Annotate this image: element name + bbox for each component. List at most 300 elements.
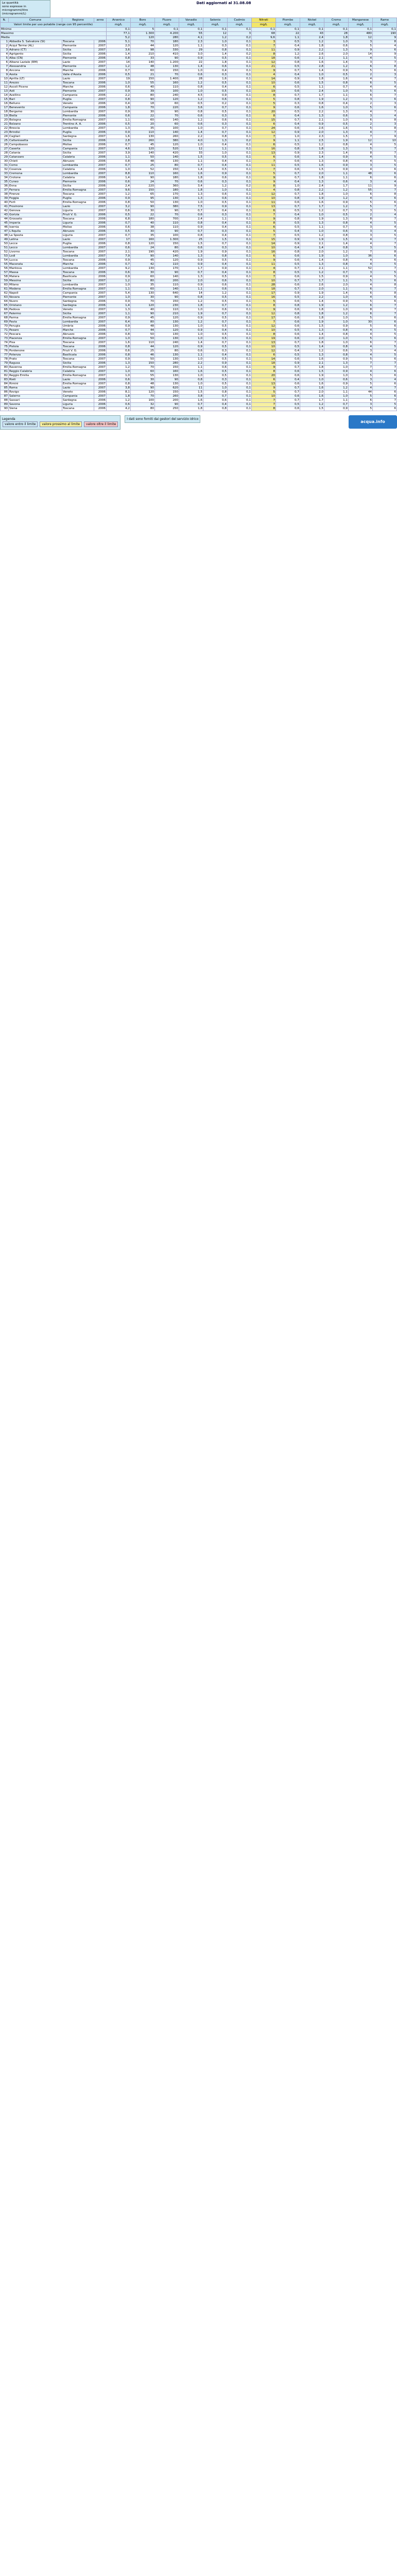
value-cell: 1,7 bbox=[300, 279, 324, 283]
value-cell: 40 bbox=[131, 221, 155, 225]
regione-cell: Calabria bbox=[62, 155, 94, 159]
value-cell: 6 bbox=[252, 143, 276, 147]
value-cell: 12 bbox=[252, 349, 276, 353]
value-cell: 2,2 bbox=[179, 134, 203, 139]
value-cell: 1,2 bbox=[324, 303, 349, 308]
value-cell: 180 bbox=[155, 176, 179, 180]
row-number: 67 bbox=[1, 312, 9, 316]
value-cell: 0,2 bbox=[228, 139, 252, 143]
row-number: 22 bbox=[1, 126, 9, 130]
table-row bbox=[1, 275, 397, 279]
value-cell: 0,1 bbox=[228, 118, 252, 122]
anno-cell: 2007 bbox=[94, 238, 107, 242]
value-cell: 2,1 bbox=[300, 242, 324, 246]
value-cell: 1,6 bbox=[179, 172, 203, 176]
value-cell: 0,8 bbox=[324, 345, 349, 349]
value-cell: 1,3 bbox=[179, 196, 203, 200]
value-cell: 130 bbox=[155, 196, 179, 200]
stats-value: 0,1 bbox=[179, 27, 203, 31]
regione-cell: Campania bbox=[62, 291, 94, 295]
anno-cell: 2006 bbox=[94, 176, 107, 180]
anno-cell: 2007 bbox=[94, 233, 107, 238]
table-row bbox=[1, 122, 397, 126]
value-cell: 0,1 bbox=[228, 336, 252, 341]
value-cell: 1,1 bbox=[324, 172, 349, 176]
row-number: 85 bbox=[1, 386, 9, 390]
value-cell: 2,0 bbox=[300, 172, 324, 176]
row-number: 52 bbox=[1, 250, 9, 254]
regione-cell: Marche bbox=[62, 69, 94, 73]
value-cell: 16 bbox=[252, 147, 276, 151]
value-cell: 1,2 bbox=[300, 402, 324, 406]
value-cell: 0,5 bbox=[203, 167, 228, 172]
value-cell: 6 bbox=[373, 200, 397, 205]
anno-cell: 2007 bbox=[94, 386, 107, 390]
value-cell: 0,1 bbox=[228, 254, 252, 258]
value-cell: 0,6 bbox=[203, 365, 228, 369]
page bbox=[0, 0, 397, 430]
comune-cell: Pescara bbox=[9, 332, 62, 336]
value-cell: 2,1 bbox=[300, 56, 324, 60]
value-cell: 6 bbox=[373, 324, 397, 328]
value-cell: 0,4 bbox=[276, 180, 300, 184]
value-cell: 0,8 bbox=[179, 85, 203, 89]
comune-cell: Cagliari bbox=[9, 134, 62, 139]
value-cell: 1,1 bbox=[179, 353, 203, 357]
regione-cell: Piemonte bbox=[62, 64, 94, 69]
value-cell: 90 bbox=[131, 312, 155, 316]
value-cell: 5 bbox=[349, 324, 373, 328]
value-cell: 0,4 bbox=[203, 270, 228, 275]
anno-cell: 2007 bbox=[94, 308, 107, 312]
value-cell: 1,6 bbox=[300, 382, 324, 386]
row-number: 7 bbox=[1, 64, 9, 69]
value-cell: 110 bbox=[155, 262, 179, 266]
value-cell: 2,0 bbox=[179, 279, 203, 283]
value-cell: 1,5 bbox=[300, 324, 324, 328]
value-cell: 5 bbox=[252, 101, 276, 106]
row-number: 88 bbox=[1, 398, 9, 402]
stats-value: 5 bbox=[131, 27, 155, 31]
value-cell: 3 bbox=[349, 40, 373, 44]
value-cell: 0,5 bbox=[203, 200, 228, 205]
row-number: 80 bbox=[1, 365, 9, 369]
value-cell: 1,2 bbox=[324, 386, 349, 390]
value-cell: 9 bbox=[373, 134, 397, 139]
value-cell: 1,0 bbox=[203, 188, 228, 192]
value-cell: 2 bbox=[349, 73, 373, 77]
value-cell: 2,0 bbox=[300, 250, 324, 254]
value-cell: 1,3 bbox=[300, 159, 324, 163]
value-cell: 12 bbox=[252, 192, 276, 196]
value-cell: 0,5 bbox=[203, 369, 228, 374]
anno-cell: 2007 bbox=[94, 320, 107, 324]
value-cell: 140 bbox=[155, 287, 179, 291]
value-cell: 0,9 bbox=[107, 324, 131, 328]
value-cell: 0,5 bbox=[324, 73, 349, 77]
value-cell: 1,0 bbox=[107, 283, 131, 287]
value-cell: 1,6 bbox=[107, 134, 131, 139]
value-cell: 0,1 bbox=[228, 250, 252, 254]
value-cell: 1,7 bbox=[324, 184, 349, 188]
regione-cell: Marche bbox=[62, 85, 94, 89]
regione-cell: Emilia Romagna bbox=[62, 382, 94, 386]
row-number: 10 bbox=[1, 77, 9, 81]
value-cell: 1,0 bbox=[300, 73, 324, 77]
value-cell: 0,9 bbox=[179, 225, 203, 229]
row-number: 59 bbox=[1, 279, 9, 283]
comune-cell: Bari bbox=[9, 97, 62, 101]
value-cell: 1,6 bbox=[300, 386, 324, 390]
comune-cell: Como bbox=[9, 163, 62, 167]
value-cell: 0,4 bbox=[276, 122, 300, 126]
unit-cell: mg/L bbox=[349, 23, 373, 27]
value-cell: 0,9 bbox=[179, 283, 203, 287]
table-row bbox=[1, 374, 397, 378]
value-cell: 9,2 bbox=[107, 266, 131, 270]
anno-cell: 2006 bbox=[94, 196, 107, 200]
value-cell: 1,0 bbox=[179, 382, 203, 386]
value-cell: 0,3 bbox=[203, 213, 228, 217]
value-cell: 0,1 bbox=[228, 283, 252, 287]
value-cell: 1,3 bbox=[324, 217, 349, 221]
value-cell: 6 bbox=[252, 254, 276, 258]
value-cell: 0,8 bbox=[107, 97, 131, 101]
row-number: 31 bbox=[1, 163, 9, 167]
regione-cell: Campania bbox=[62, 394, 94, 398]
value-cell: 0,8 bbox=[107, 332, 131, 336]
regione-cell: Calabria bbox=[62, 369, 94, 374]
unit-cell: mg/L bbox=[276, 23, 300, 27]
regione-cell: Toscana bbox=[62, 345, 94, 349]
value-cell: 1,1 bbox=[107, 118, 131, 122]
value-cell: 5 bbox=[373, 332, 397, 336]
value-cell: 0,6 bbox=[276, 126, 300, 130]
comune-cell: Caserta bbox=[9, 147, 62, 151]
row-number: 48 bbox=[1, 233, 9, 238]
value-cell: 7,5 bbox=[179, 205, 203, 209]
value-cell: 0,7 bbox=[276, 172, 300, 176]
value-cell: 5 bbox=[349, 394, 373, 398]
value-cell: 24 bbox=[252, 126, 276, 130]
value-cell: 17 bbox=[107, 238, 131, 242]
value-cell: 0,6 bbox=[107, 209, 131, 213]
value-cell: 36 bbox=[349, 254, 373, 258]
anno-cell: 2006 bbox=[94, 332, 107, 336]
comune-cell: Crotone bbox=[9, 176, 62, 180]
value-cell: 0,6 bbox=[179, 349, 203, 353]
value-cell: 5 bbox=[349, 316, 373, 320]
value-cell: 70 bbox=[131, 299, 155, 303]
row-number: 21 bbox=[1, 122, 9, 126]
value-cell: 0,1 bbox=[228, 205, 252, 209]
value-cell: 1,0 bbox=[324, 316, 349, 320]
value-cell: 2,1 bbox=[300, 361, 324, 365]
value-cell: 6 bbox=[252, 225, 276, 229]
unit-cell: mg/L bbox=[228, 23, 252, 27]
value-cell: 0,6 bbox=[276, 406, 300, 411]
row-number: 2 bbox=[1, 44, 9, 48]
table-row bbox=[1, 270, 397, 275]
value-cell: 8 bbox=[252, 52, 276, 56]
value-cell: 40 bbox=[131, 85, 155, 89]
value-cell: 1,2 bbox=[179, 299, 203, 303]
anno-cell: 2006 bbox=[94, 93, 107, 97]
value-cell: 1,4 bbox=[107, 52, 131, 56]
value-cell: 120 bbox=[131, 147, 155, 151]
value-cell: 0,7 bbox=[276, 365, 300, 369]
anno-cell: 2006 bbox=[94, 398, 107, 402]
row-number: 79 bbox=[1, 361, 9, 365]
value-cell: 0,8 bbox=[107, 56, 131, 60]
value-cell: 7 bbox=[252, 233, 276, 238]
value-cell: 60 bbox=[131, 275, 155, 279]
stats-value: 55 bbox=[179, 31, 203, 36]
value-cell: 0,6 bbox=[179, 213, 203, 217]
value-cell: 0,8 bbox=[276, 97, 300, 101]
value-cell: 100 bbox=[155, 126, 179, 130]
comune-cell: Caltanissetta bbox=[9, 139, 62, 143]
regione-cell: Molise bbox=[62, 225, 94, 229]
anno-cell: 2007 bbox=[94, 126, 107, 130]
anno-cell: 2006 bbox=[94, 299, 107, 303]
value-cell: 17 bbox=[252, 291, 276, 295]
value-cell: 1,0 bbox=[324, 295, 349, 299]
row-number: 8 bbox=[1, 69, 9, 73]
value-cell: 7 bbox=[373, 205, 397, 209]
value-cell: 130 bbox=[155, 200, 179, 205]
value-cell: 1,0 bbox=[300, 229, 324, 233]
value-cell: 5 bbox=[349, 382, 373, 386]
value-cell: 0,1 bbox=[228, 89, 252, 93]
row-number: 84 bbox=[1, 382, 9, 386]
value-cell: 7 bbox=[373, 217, 397, 221]
value-cell: 0,9 bbox=[107, 299, 131, 303]
value-cell: 6 bbox=[373, 176, 397, 180]
value-cell: 80 bbox=[131, 320, 155, 324]
anno-cell: 2006 bbox=[94, 225, 107, 229]
value-cell: 45 bbox=[131, 143, 155, 147]
site-logo[interactable]: acqua.info bbox=[349, 415, 397, 429]
value-cell: 0,4 bbox=[203, 159, 228, 163]
value-cell: 0,3 bbox=[276, 101, 300, 106]
table-row bbox=[1, 299, 397, 303]
value-cell: 90 bbox=[131, 97, 155, 101]
table-row bbox=[1, 151, 397, 155]
value-cell: 0,5 bbox=[276, 270, 300, 275]
value-cell: 4,6 bbox=[107, 147, 131, 151]
regione-cell: Liguria bbox=[62, 402, 94, 406]
value-cell: 1,6 bbox=[300, 200, 324, 205]
col-header-n: N. bbox=[1, 18, 9, 23]
value-cell: 0,1 bbox=[228, 60, 252, 64]
value-cell: 0,4 bbox=[276, 213, 300, 217]
value-cell: 2,4 bbox=[300, 89, 324, 93]
value-cell: 1,3 bbox=[300, 262, 324, 266]
value-cell: 1,9 bbox=[300, 374, 324, 378]
value-cell: 70 bbox=[131, 40, 155, 44]
anno-cell: 2007 bbox=[94, 64, 107, 69]
anno-cell: 2006 bbox=[94, 40, 107, 44]
regione-cell: Toscana bbox=[62, 357, 94, 361]
value-cell: 5 bbox=[349, 89, 373, 93]
stats-value: 5,2 bbox=[107, 36, 131, 40]
value-cell: 4 bbox=[349, 258, 373, 262]
value-cell: 4,5 bbox=[179, 93, 203, 97]
comune-cell: Alessandria bbox=[9, 64, 62, 69]
comune-cell: Savona bbox=[9, 402, 62, 406]
value-cell: 7 bbox=[349, 250, 373, 254]
value-cell: 1,0 bbox=[324, 118, 349, 122]
table-row bbox=[1, 217, 397, 221]
value-cell: 4 bbox=[349, 242, 373, 246]
regione-cell: Valle d'Aosta bbox=[62, 73, 94, 77]
value-cell: 6 bbox=[349, 81, 373, 85]
value-cell: 1,8 bbox=[300, 147, 324, 151]
value-cell: 6 bbox=[349, 341, 373, 345]
value-cell: 1,4 bbox=[300, 69, 324, 73]
value-cell: 3,8 bbox=[179, 394, 203, 398]
value-cell: 0,9 bbox=[107, 89, 131, 93]
value-cell: 3 bbox=[252, 40, 276, 44]
value-cell: 0,5 bbox=[107, 213, 131, 217]
value-cell: 3 bbox=[349, 402, 373, 406]
value-cell: 1,1 bbox=[179, 365, 203, 369]
table-row bbox=[1, 266, 397, 270]
value-cell: 0,1 bbox=[228, 122, 252, 126]
value-cell: 0,9 bbox=[276, 151, 300, 155]
value-cell: 4 bbox=[349, 221, 373, 225]
value-cell: 4 bbox=[349, 332, 373, 336]
value-cell: 0,9 bbox=[179, 258, 203, 262]
regione-cell: Campania bbox=[62, 106, 94, 110]
value-cell: 2,2 bbox=[300, 188, 324, 192]
value-cell: 1,9 bbox=[300, 97, 324, 101]
value-cell: 0,8 bbox=[300, 101, 324, 106]
value-cell: 0,6 bbox=[276, 320, 300, 324]
value-cell: 4 bbox=[349, 369, 373, 374]
value-cell: 30 bbox=[131, 110, 155, 114]
comune-cell: Mantova bbox=[9, 266, 62, 270]
value-cell: 2,6 bbox=[300, 52, 324, 56]
value-cell: 21 bbox=[252, 64, 276, 69]
value-cell: 6 bbox=[373, 357, 397, 361]
table-row bbox=[1, 93, 397, 97]
value-cell: 150 bbox=[155, 167, 179, 172]
value-cell: 0,5 bbox=[324, 213, 349, 217]
row-number: 5 bbox=[1, 56, 9, 60]
value-cell: 0,1 bbox=[228, 196, 252, 200]
value-cell: 6 bbox=[373, 374, 397, 378]
row-number: 30 bbox=[1, 159, 9, 163]
comune-cell: Avellino bbox=[9, 93, 62, 97]
anno-cell: 2006 bbox=[94, 221, 107, 225]
value-cell: 5 bbox=[349, 44, 373, 48]
value-cell: 25 bbox=[131, 349, 155, 353]
table-row bbox=[1, 402, 397, 406]
col-header-anno: anno bbox=[94, 18, 107, 23]
row-number: 49 bbox=[1, 238, 9, 242]
value-cell: 10 bbox=[252, 279, 276, 283]
value-cell: 18 bbox=[131, 101, 155, 106]
anno-cell: 2007 bbox=[94, 147, 107, 151]
value-cell: 0,8 bbox=[324, 159, 349, 163]
row-number: 32 bbox=[1, 167, 9, 172]
regione-cell: Lombardia bbox=[62, 126, 94, 130]
value-cell: 0,1 bbox=[228, 81, 252, 85]
anno-cell: 2007 bbox=[94, 151, 107, 155]
value-cell: 0,1 bbox=[228, 126, 252, 130]
value-cell: 0,9 bbox=[324, 299, 349, 303]
value-cell: 5 bbox=[373, 262, 397, 266]
value-cell: 12 bbox=[252, 60, 276, 64]
value-cell: 0,6 bbox=[107, 225, 131, 229]
value-cell: 0,1 bbox=[228, 365, 252, 369]
value-cell: 1,3 bbox=[107, 361, 131, 365]
value-cell: 2,3 bbox=[300, 134, 324, 139]
value-cell: 6 bbox=[252, 122, 276, 126]
value-cell: 0,9 bbox=[107, 258, 131, 262]
value-cell: 240 bbox=[155, 341, 179, 345]
value-cell: 0,5 bbox=[276, 40, 300, 44]
value-cell: 130 bbox=[155, 159, 179, 163]
value-cell: 4 bbox=[349, 295, 373, 299]
col-header-a: Arsenico bbox=[107, 18, 131, 23]
table-row bbox=[1, 44, 397, 48]
value-cell: 2,0 bbox=[107, 44, 131, 48]
value-cell: 1,2 bbox=[203, 184, 228, 188]
comune-cell: Asti bbox=[9, 89, 62, 93]
value-cell: 7 bbox=[373, 386, 397, 390]
stats-value: 120 bbox=[131, 36, 155, 40]
value-cell: 2 bbox=[349, 122, 373, 126]
regione-cell: Lombardia bbox=[62, 110, 94, 114]
value-cell: 55 bbox=[349, 188, 373, 192]
row-number: 65 bbox=[1, 303, 9, 308]
comune-cell: Foggia bbox=[9, 196, 62, 200]
value-cell: 330 bbox=[155, 48, 179, 52]
value-cell: 4 bbox=[349, 386, 373, 390]
anno-cell: 2007 bbox=[94, 291, 107, 295]
regione-cell: Lazio bbox=[62, 386, 94, 390]
value-cell: 150 bbox=[131, 361, 155, 365]
value-cell: 60 bbox=[131, 369, 155, 374]
regione-cell: Piemonte bbox=[62, 44, 94, 48]
comune-cell: Pesaro bbox=[9, 328, 62, 332]
comune-cell: Nuoro bbox=[9, 299, 62, 303]
value-cell: 48 bbox=[131, 324, 155, 328]
value-cell: 520 bbox=[155, 147, 179, 151]
value-cell: 90 bbox=[131, 176, 155, 180]
anno-cell: 2006 bbox=[94, 52, 107, 56]
row-number: 70 bbox=[1, 324, 9, 328]
value-cell: 7 bbox=[252, 159, 276, 163]
value-cell: 35 bbox=[131, 126, 155, 130]
anno-cell: 2006 bbox=[94, 56, 107, 60]
value-cell: 0,6 bbox=[276, 275, 300, 279]
value-cell: 0,6 bbox=[276, 283, 300, 287]
value-cell: 7 bbox=[373, 77, 397, 81]
comune-cell: Ascoli Piceno bbox=[9, 85, 62, 89]
value-cell: 0,3 bbox=[203, 349, 228, 353]
value-cell: 4 bbox=[373, 349, 397, 353]
value-cell: 0,7 bbox=[276, 390, 300, 394]
value-cell: 0,6 bbox=[276, 200, 300, 205]
value-cell: 5 bbox=[373, 163, 397, 167]
value-cell: 200 bbox=[155, 279, 179, 283]
value-cell: 0,5 bbox=[203, 89, 228, 93]
table-row bbox=[1, 110, 397, 114]
